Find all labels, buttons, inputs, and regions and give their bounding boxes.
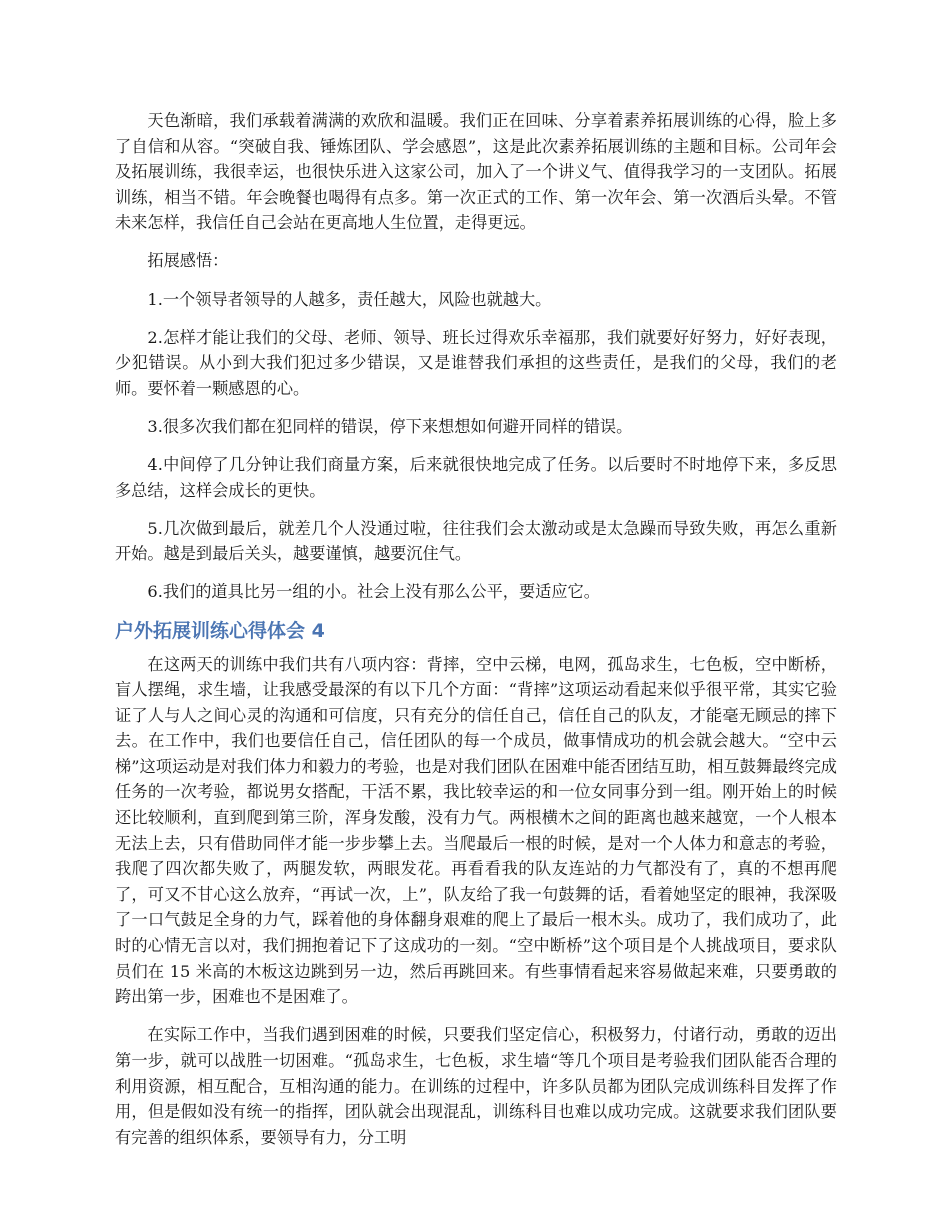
paragraph-insight-3: 3.很多次我们都在犯同样的错误，停下来想想如何避开同样的错误。 <box>147 416 633 436</box>
paragraph-insight-2: 2.怎样才能让我们的父母、老师、领导、班长过得欢乐幸福那，我们就要好好努力，好好表现，少犯错误。从小到大我们犯过多少错误，又是谁替我们承担的这些责任，是我们的父母，我们的老师。要怀着一颗感恩的心。 <box>115 327 837 398</box>
paragraph-insights-label: 拓展感悟： <box>147 251 229 271</box>
section-heading: 户外拓展训练心得体会 4 <box>115 619 325 642</box>
document-page <box>115 108 837 1163</box>
paragraph-training-content: 在这两天的训练中我们共有八项内容：背摔，空中云梯，电网，孤岛求生，七色板，空中断桥，盲人摆绳，求生墙，让我感受最深的有以下几个方面：“背摔”这项运动看起来似乎很平常，其实它验证了人与人之间心灵的沟通和可信度，只有充分的信任自己，信任自己的队友，才能毫无顾忌的摔下去。在工作中，我们也要信任自己，信任团队的每一个成员，做事情成功的机会就会越大。“空中云梯”这项运动是对我们体力和毅力的考验，也是对我们团队在困难中能否团结互助，相互鼓舞最终完成任务的一次考验，都说男女搭配，干活不累，我比较幸运的和一位女同事分到一组。刚开始上的时候还比较顺利，直到爬到第三阶，浑身发酸，没有力气。两根横木之间的距离也越来越宽，一个人根本无法上去，只有借助同伴才能一步步攀上去。当爬最后一根的时候，是对一个人体力和意志的考验，我爬了四次都失败了，两腿发软，两眼发花。再看看我的队友连站的力气都没有了，真的不想再爬了，可又不甘心这么放弃，“再试一次，上”，队友给了我一句鼓舞的话，看着她坚定的眼神，我深吸了一口气鼓足全身的力气，踩着他的身体翻身艰难的爬上了最后一根木头。成功了，我们成功了，此时的心情无言以对，我们拥抱着记下了这成功的一刻。“空中断桥”这个项目是个人挑战项目，要求队员们在 15 米高的木板这边跳到另一边，然后再跳回来。有些事情看起来容易做起来难，只要勇敢的跨出第一步，困难也不是困难了。 <box>115 654 837 1007</box>
paragraph-insight-5: 5.几次做到最后，就差几个人没通过啦，往往我们会太激动或是太急躁而导致失败，再怎么重新开始。越是到最后关头，越要谨慎，越要沉住气。 <box>115 518 837 564</box>
paragraph-insight-6: 6.我们的道具比另一组的小。社会上没有那么公平，要适应它。 <box>147 582 600 602</box>
paragraph-insight-1: 1.一个领导者领导的人越多，责任越大，风险也就越大。 <box>147 289 552 309</box>
paragraph-intro: 天色渐暗，我们承载着满满的欢欣和温暖。我们正在回味、分享着素养拓展训练的心得，脸上多了自信和从容。“突破自我、锤炼团队、学会感恩”，这是此次素养拓展训练的主题和目标。公司年会及拓展训练，我很幸运，也很快乐进入这家公司，加入了一个讲义气、值得我学习的一支团队。拓展训练，相当不错。年会晚餐也喝得有点多。第一次正式的工作、第一次年会、第一次酒后头晕。不管未来怎样，我信任自己会站在更高地人生位置，走得更远。 <box>115 111 837 233</box>
paragraph-insight-4: 4.中间停了几分钟让我们商量方案，后来就很快地完成了任务。以后要时不时地停下来，多反思多总结，这样会成长的更快。 <box>115 455 837 500</box>
paragraph-work-application: 在实际工作中，当我们遇到困难的时候，只要我们坚定信心，积极努力，付诸行动，勇敢的迈出第一步，就可以战胜一切困难。“孤岛求生，七色板，求生墙“等几个项目是考验我们团队能否合理的利用资源，相互配合，互相沟通的能力。在训练的过程中，许多队员都为团队完成训练科目发挥了作用，但是假如没有统一的指挥，团队就会出现混乱，训练科目也难以成功完成。这就要求我们团队要有完善的组织体系，要领导有力，分工明 <box>115 1025 837 1147</box>
